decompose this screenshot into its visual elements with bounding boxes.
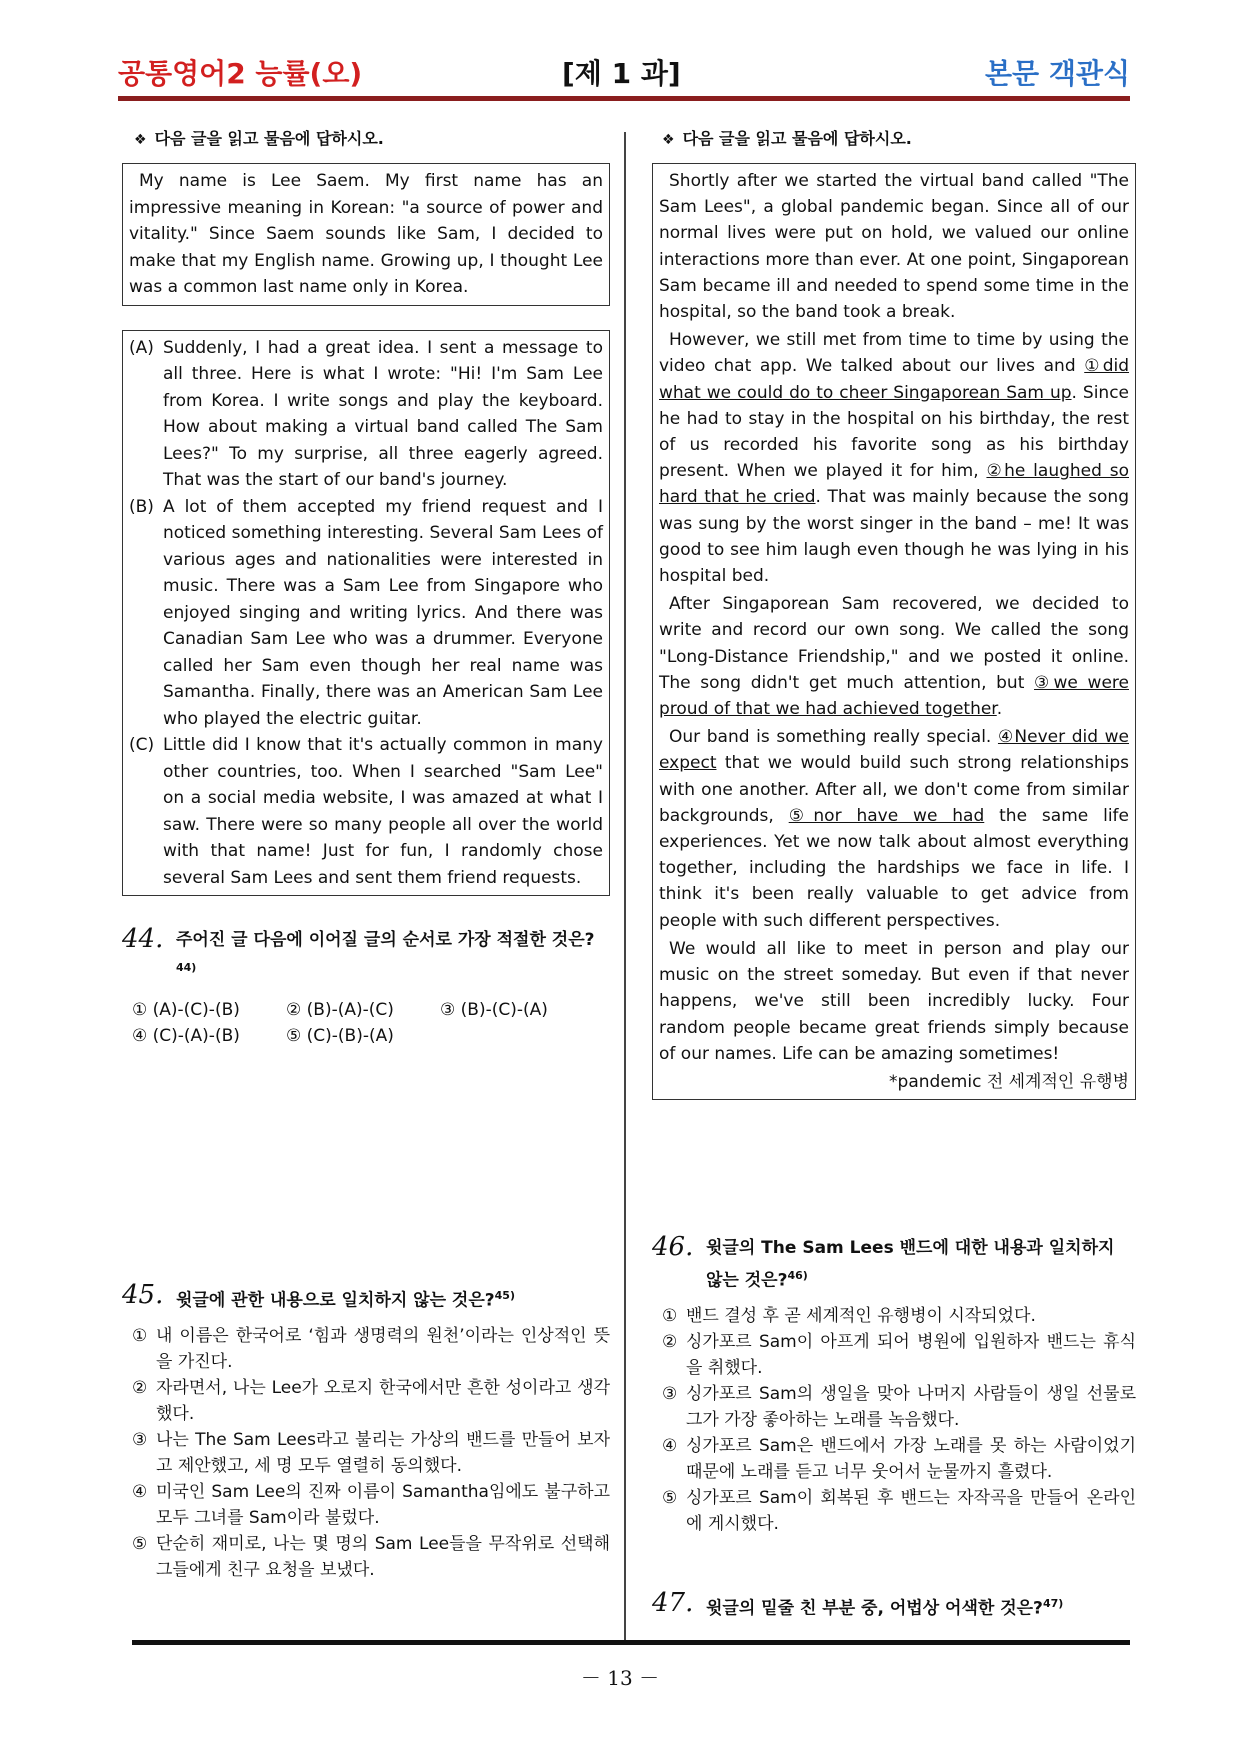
segment-a — [129, 335, 603, 494]
text-run: . — [996, 699, 1003, 720]
option-text: 싱가포르 Sam은 밴드에서 가장 노래를 못 하는 사람이었기 때문에 노래를 듣고 너무 웃어서 눈물까지 흘렸다. — [686, 1435, 1136, 1482]
underlined-phrase-4: ④Never did we expect — [659, 727, 1129, 774]
paragraph-1: Shortly after we started the virtual band called "The Sam Lees", a global pandemic began. Since all of our normal lives were put on hold, we valued our online interactions more than ever. At one point, Singaporean Sam became ill and needed to spend some time in the hospital, so the band took a break. — [659, 171, 1129, 323]
option-3[interactable]: ③ (B)-(C)-(A) — [440, 999, 548, 1020]
option-number: ② — [662, 1331, 678, 1352]
option-text: 밴드 결성 후 곧 세계적인 유행병이 시작되었다. — [686, 1305, 1036, 1326]
text-run: . Since he had to stay in the hospital on his birthday, the rest of us recorded his favorite song as his birthday present. When we played it for him, — [659, 382, 1130, 482]
option-1[interactable] — [662, 1303, 1136, 1329]
paragraph-5: We would all like to meet in person and play our music on the street someday. But even if that never happens, we've still been incredibly lucky. Four random people became great friends simply because of our names. Life can be amazing sometimes! — [659, 938, 1129, 1064]
footnote-ref: 44) — [176, 961, 197, 974]
intro-paragraph: My name is Lee Saem. My first name has an impressive meaning in Korean: "a source of power and vitality." Since Saem sounds like Sam, I decided to make that my English name. Growing up, I thought Lee was a common last name only in Korea. — [129, 171, 603, 297]
option-3[interactable] — [132, 1427, 610, 1479]
question-header — [122, 1280, 610, 1315]
directions-text: 다음 글을 읽고 물음에 답하시오. — [682, 129, 912, 148]
segment-text: A lot of them accepted my friend request and I noticed something interesting. Several Sam Lees of various ages and nationalities were interested in music. There was a Sam Lee from Singapore who enjoyed singing and writing lyrics. And there was Canadian Sam Lee who was a drummer. Everyone called her Sam even though her real name was Samantha. Finally, there was an American Sam Lee who played the electric guitar. — [163, 496, 603, 729]
paragraph-4 — [659, 724, 1129, 934]
question-number: 47. — [652, 1588, 694, 1618]
question-header — [652, 1232, 1136, 1295]
question-text — [706, 1232, 1136, 1295]
question-44 — [122, 924, 610, 1049]
option-1[interactable] — [132, 1323, 610, 1375]
option-text: 미국인 Sam Lee의 진짜 이름이 Samantha임에도 불구하고 모두 그녀를 Sam이라 불렀다. — [156, 1481, 610, 1528]
option-1[interactable]: ① (A)-(C)-(B) — [132, 999, 240, 1020]
option-4[interactable]: ④ (C)-(A)-(B) — [132, 1025, 240, 1046]
directions-left — [122, 128, 610, 151]
header-rule — [118, 96, 1130, 101]
text-run: However, we still met from time to time by using the video chat app. We talked about our lives and — [659, 330, 1129, 377]
question-stem: 주어진 글 다음에 이어질 글의 순서로 가장 적절한 것은? — [176, 930, 595, 950]
question-number: 44. — [122, 924, 164, 954]
intro-passage-box — [122, 163, 610, 306]
page-header — [118, 52, 1130, 92]
left-column — [122, 128, 610, 1049]
option-5[interactable] — [132, 1531, 610, 1583]
option-text: 싱가포르 Sam의 생일을 맞아 나머지 사람들이 생일 선물로 그가 가장 좋아하는 노래를 녹음했다. — [686, 1383, 1136, 1430]
question-stem: 윗글의 밑줄 친 부분 중, 어법상 어색한 것은? — [706, 1598, 1043, 1619]
option-5[interactable] — [662, 1485, 1136, 1537]
paragraph-3 — [659, 591, 1129, 722]
column-divider — [624, 132, 626, 1640]
segment-b — [129, 494, 603, 733]
main-passage-box — [652, 163, 1136, 1100]
option-2[interactable] — [132, 1375, 610, 1427]
paragraph-2 — [659, 327, 1129, 589]
option-number: ③ — [132, 1429, 148, 1450]
question-text — [176, 1280, 515, 1315]
option-number: ① — [132, 1325, 148, 1346]
option-3[interactable] — [662, 1381, 1136, 1433]
option-text: 싱가포르 Sam이 회복된 후 밴드는 자작곡을 만들어 온라인에 게시했다. — [686, 1487, 1136, 1534]
footnote-ref: 45) — [494, 1289, 515, 1302]
segment-label: (C) — [129, 735, 155, 755]
segment-label: (A) — [129, 337, 154, 358]
course-title: 공통영어2 능률(오) — [118, 57, 363, 90]
option-2[interactable] — [662, 1329, 1136, 1381]
vocab-footnote: *pandemic 전 세계적인 유행병 — [889, 1071, 1129, 1092]
option-number: ① — [662, 1305, 678, 1326]
question-text — [176, 924, 610, 987]
answer-options — [122, 997, 610, 1049]
option-4[interactable] — [132, 1479, 610, 1531]
segment-c — [129, 732, 603, 891]
question-stem: 윗글에 관한 내용으로 일치하지 않는 것은? — [176, 1290, 495, 1311]
option-number: ⑤ — [662, 1487, 678, 1508]
text-run: the same life experiences. Yet we now talk about almost everything together, including the hardships we face in life. I think it's been really valuable to get advice from people with such different perspectives. — [659, 805, 1129, 931]
segment-text: Suddenly, I had a great idea. I sent a message to all three. Here is what I wrote: "Hi! I'm Sam Lee from Korea. I write songs and play the keyboard. How about making a virtual band called The Sam Lees?" To my surprise, all three eagerly agreed. That was the start of our band's journey. — [163, 337, 603, 490]
text-run: that we would build such strong relationships with one another. After all, we don't come from similar backgrounds, — [659, 753, 1129, 826]
diamond-bullet-icon: ❖ — [662, 132, 675, 148]
segments-box — [122, 330, 610, 897]
footer-rule — [132, 1640, 1130, 1645]
option-number: ⑤ — [132, 1533, 148, 1554]
question-46 — [652, 1232, 1136, 1537]
answer-options — [122, 1323, 610, 1583]
text-run: After Singaporean Sam recovered, we decided to write and record our own song. We called the song "Long-Distance Friendship," and we posted it online. The song didn't get much attention, but — [659, 594, 1129, 693]
text-run: . That was mainly because the song was sung by the worst singer in the band – me! It was good to see him laugh even though he was lying in his hospital bed. — [659, 487, 1129, 587]
option-text: 나는 The Sam Lees라고 불리는 가상의 밴드를 만들어 보자고 제안했고, 세 명 모두 열렬히 동의했다. — [156, 1429, 610, 1476]
option-4[interactable] — [662, 1433, 1136, 1485]
question-number: 45. — [122, 1280, 164, 1310]
answer-options — [652, 1303, 1136, 1537]
option-text: 단순히 재미로, 나는 몇 명의 Sam Lee들을 무작위로 선택해 그들에게 친구 요청을 보냈다. — [156, 1533, 610, 1580]
section-title: 본문 객관식 — [985, 57, 1130, 90]
question-45 — [122, 1280, 610, 1583]
underlined-phrase-3: ③we were proud of that we had achieved together — [659, 672, 1129, 720]
footnote-ref: 46) — [787, 1269, 808, 1282]
directions-text: 다음 글을 읽고 물음에 답하시오. — [154, 129, 384, 148]
question-number: 46. — [652, 1232, 694, 1262]
lesson-title: [제 1 과] — [562, 57, 681, 90]
question-text — [706, 1588, 1063, 1623]
question-stem: 윗글의 The Sam Lees 밴드에 대한 내용과 일치하지 않는 것은? — [706, 1238, 1115, 1291]
footnote-ref: 47) — [1042, 1597, 1064, 1610]
segment-text: Little did I know that it's actually common in many other countries, too. When I searched "Sam Lee" on a social media website, I was amazed at what I saw. There were so many people all over the world with that name! Just for fun, I randomly chose several Sam Lees and sent them friend requests. — [163, 735, 603, 888]
option-number: ③ — [662, 1383, 678, 1404]
option-5[interactable]: ⑤ (C)-(B)-(A) — [286, 1025, 394, 1046]
option-number: ④ — [132, 1481, 148, 1502]
question-header — [652, 1588, 1136, 1623]
option-text: 내 이름은 한국어로 ‘힘과 생명력의 원천’이라는 인상적인 뜻을 가진다. — [156, 1325, 610, 1372]
question-47 — [652, 1588, 1136, 1623]
option-text: 자라면서, 나는 Lee가 오로지 한국에서만 흔한 성이라고 생각했다. — [156, 1377, 610, 1424]
text-run: Our band is something really special. — [669, 727, 998, 748]
underlined-phrase-1: ①did what we could do to cheer Singaporean Sam up — [659, 356, 1129, 403]
option-number: ④ — [662, 1435, 678, 1456]
option-number: ② — [132, 1377, 148, 1398]
underlined-phrase-2: ②he laughed so hard that he cried — [659, 461, 1129, 508]
diamond-bullet-icon: ❖ — [134, 132, 147, 148]
page-number: － 13 － — [580, 1666, 660, 1690]
option-text: 싱가포르 Sam이 아프게 되어 병원에 입원하자 밴드는 휴식을 취했다. — [686, 1331, 1136, 1378]
directions-right — [652, 128, 1136, 151]
underlined-phrase-5: ⑤nor have we had — [788, 805, 985, 826]
right-column — [652, 128, 1136, 1100]
option-2[interactable]: ② (B)-(A)-(C) — [286, 999, 394, 1020]
segment-label: (B) — [129, 496, 154, 517]
question-header — [122, 924, 610, 987]
